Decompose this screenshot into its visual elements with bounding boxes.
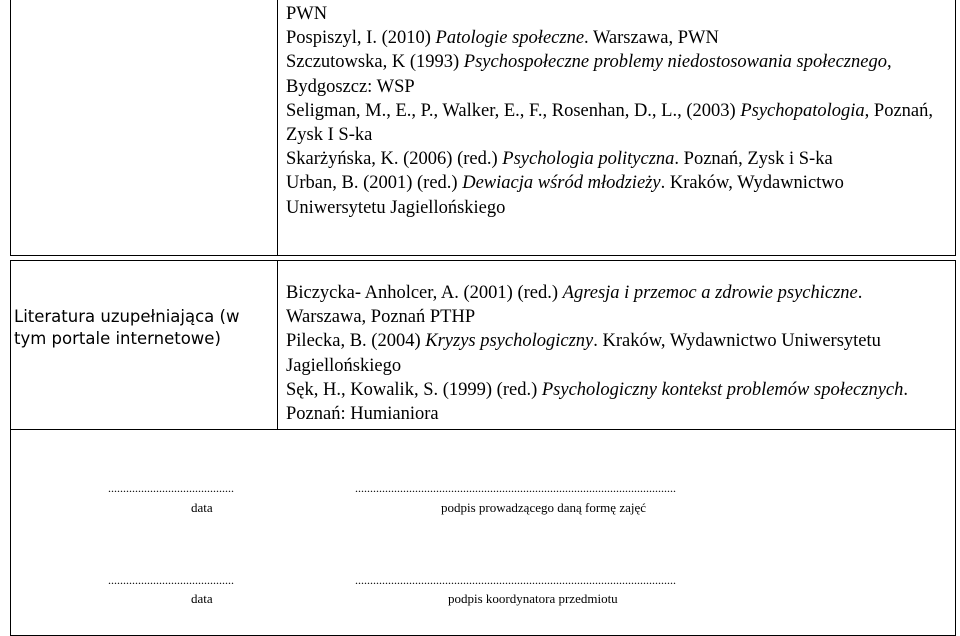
supplementary-reference-list — [286, 281, 946, 426]
reference-publisher: . Kraków, Wydawnictwo Uniwersytetu Jagiellońskiego — [286, 173, 844, 218]
reference-title: Psychospołeczne problemy niedostosowania społecznego — [463, 52, 887, 73]
reference-publisher: . Kraków, Wydawnictwo Uniwersytetu Jagiellońskiego — [286, 331, 881, 376]
reference-entry — [286, 329, 946, 377]
top-label-cell — [11, 0, 278, 255]
reference-author: Pilecka, B. (2004) — [286, 331, 426, 352]
reference-title: Agresja i przemoc a zdrowie psychiczne — [562, 283, 858, 303]
signature-label-2: podpis koordynatora przedmiotu — [448, 591, 618, 606]
reference-entry — [286, 378, 946, 426]
reference-author: Sęk, H., Kowalik, S. (1999) (red.) — [286, 379, 542, 400]
reference-publisher: . Poznań: Humianiora — [286, 379, 909, 425]
signature-dots-2: ........................................................................................................... — [355, 573, 676, 587]
date-dots-1: .......................................... — [108, 481, 234, 495]
date-label-2: data — [191, 591, 213, 606]
reference-author: Szczutowska, K (1993) — [286, 52, 464, 73]
reference-title: Patologie społeczne — [435, 28, 585, 49]
reference-author: PWN — [286, 4, 328, 24]
reference-title: Dewiacja wśród młodzieży — [462, 173, 661, 194]
reference-author: Biczycka- Anholcer, A. (2001) (red.) — [286, 283, 563, 303]
supplementary-label: Literatura uzupełniająca (w tym portale internetowe) — [14, 307, 240, 348]
reference-entry — [286, 171, 946, 219]
reference-publisher: , Poznań, Zysk I S-ka — [286, 100, 933, 146]
supplementary-literature-block — [10, 260, 956, 430]
date-dots-2: .......................................... — [108, 573, 234, 587]
reference-publisher: . Warszawa, PWN — [584, 28, 719, 49]
supplementary-label-cell — [11, 261, 278, 429]
reference-publisher: . Poznań, Zysk i S-ka — [674, 149, 833, 170]
reference-publisher: , Bydgoszcz: WSP — [286, 52, 892, 97]
signature-dots-1: ........................................................................................................... — [355, 481, 676, 495]
reference-entry — [286, 281, 946, 329]
reference-author: Seligman, M., E., P., Walker, E., F., Rosenhan, D., L., (2003) — [286, 100, 741, 121]
top-references-block — [10, 0, 956, 256]
reference-author: Pospiszyl, I. (2010) — [286, 28, 436, 49]
reference-entry — [286, 147, 946, 171]
reference-list — [286, 2, 946, 220]
reference-title: Psychopatologia — [740, 100, 865, 121]
signature-label-1: podpis prowadzącego daną formę zajęć — [441, 500, 647, 515]
reference-entry — [286, 26, 946, 50]
reference-author: Urban, B. (2001) (red.) — [286, 173, 463, 194]
signature-block — [10, 430, 956, 636]
reference-entry — [286, 2, 946, 26]
reference-title: Kryzys psychologiczny — [425, 331, 594, 352]
reference-author: Skarżyńska, K. (2006) (red.) — [286, 149, 503, 170]
reference-publisher: . Warszawa, Poznań PTHP — [286, 283, 863, 328]
reference-title: Psychologia polityczna — [502, 149, 675, 170]
reference-title: Psychologiczny kontekst problemów społecznych — [541, 379, 904, 400]
date-label-1: data — [191, 500, 213, 515]
reference-entry — [286, 50, 946, 98]
reference-entry — [286, 99, 946, 147]
